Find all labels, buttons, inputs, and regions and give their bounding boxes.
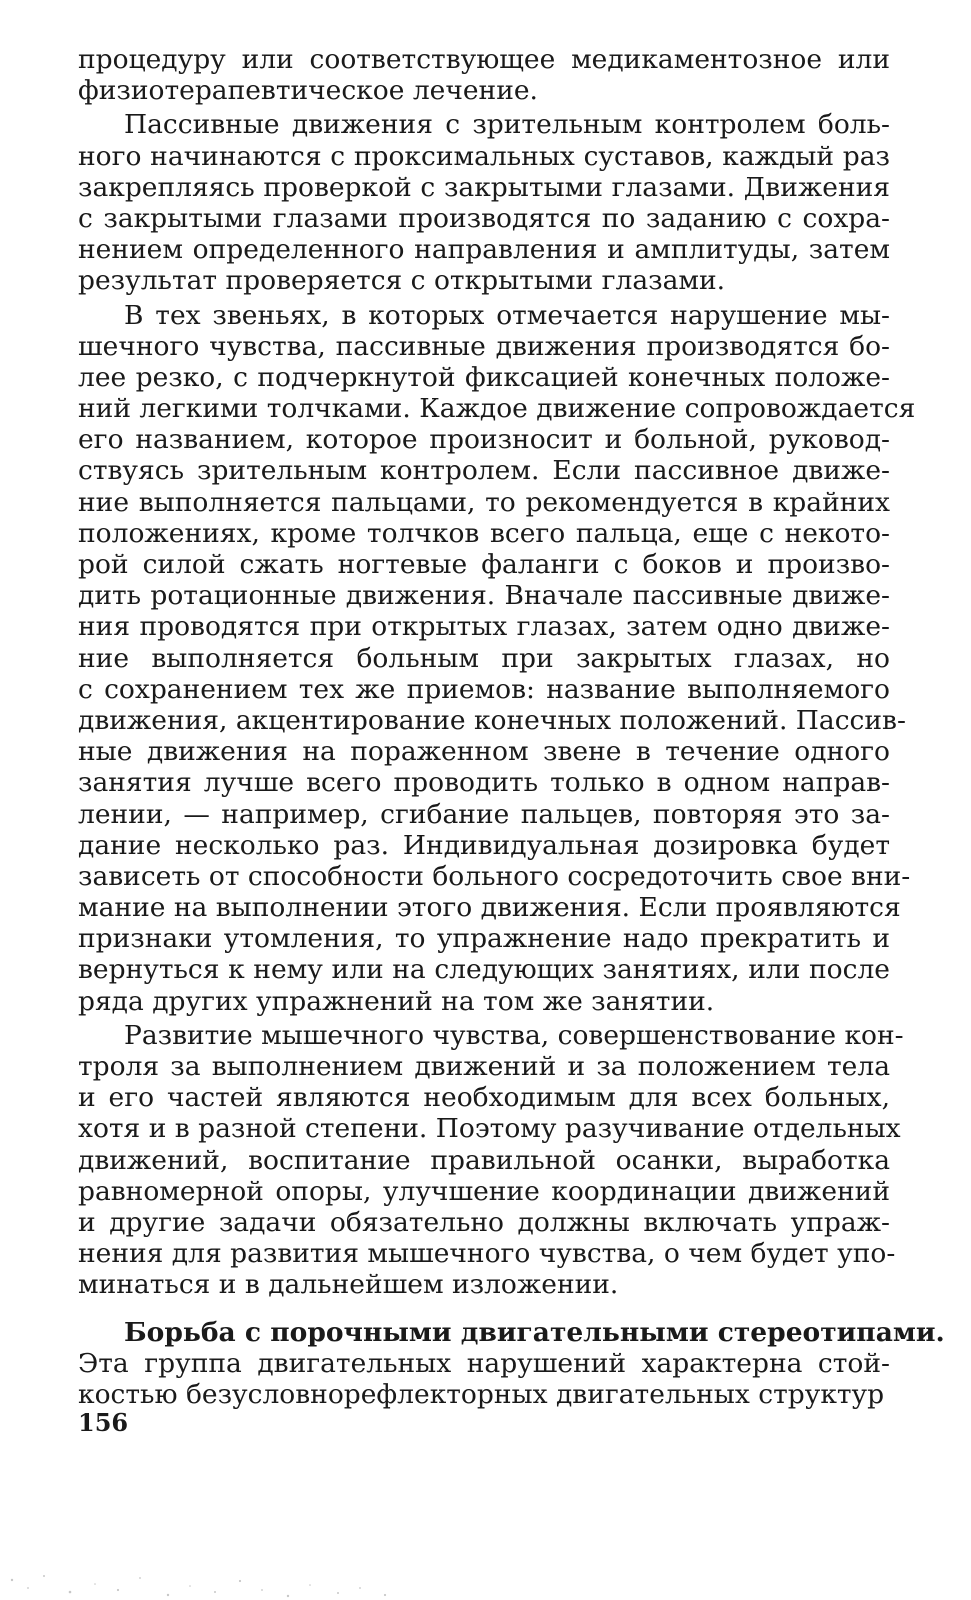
text-line: Пассивные движения с зрительным контролем боль- bbox=[124, 109, 890, 141]
text-line: дить ротационные движения. Вначале пассивные движе- bbox=[78, 580, 890, 612]
text-line: хотя и в разной степени. Поэтому разучивание отдельных bbox=[78, 1113, 901, 1145]
text-line: и другие задачи обязательно должны включать упраж- bbox=[78, 1206, 890, 1238]
scan-noise bbox=[0, 1540, 420, 1600]
text-line: лее резко, с подчеркнутой фиксацией конечных положе- bbox=[78, 361, 890, 393]
text-line: движений, воспитание правильной осанки, выработка bbox=[78, 1144, 890, 1176]
text-line: дание несколько раз. Индивидуальная дозировка будет bbox=[78, 829, 890, 861]
text-line: вернуться к нему или на следующих занятиях, или после bbox=[78, 954, 890, 986]
text-line: минаться и в дальнейшем изложении. bbox=[78, 1269, 619, 1301]
text-line: процедуру или соответствующее медикаментозное или bbox=[78, 44, 890, 75]
text-line: результат проверяется с открытыми глазами. bbox=[78, 265, 726, 297]
text-line: закрепляясь проверкой с закрытыми глазами. Движения bbox=[78, 171, 890, 203]
paragraph bbox=[78, 1019, 904, 1301]
text-line: с сохранением тех же приемов: название выполняемого bbox=[78, 673, 890, 705]
text-line: ние выполняется пальцами, то рекомендуется в крайних bbox=[78, 486, 890, 518]
text-line: признаки утомления, то упражнение надо прекратить и bbox=[78, 923, 890, 955]
paragraph bbox=[78, 299, 916, 1017]
text-line: занятия лучше всего проводить только в одном направ- bbox=[78, 767, 890, 799]
text-line: мание на выполнении этого движения. Если проявляются bbox=[78, 892, 901, 924]
text-line: ние выполняется больным при закрытых глазах, но bbox=[78, 642, 890, 674]
text-line: троля за выполнением движений и за положением тела bbox=[78, 1051, 890, 1082]
text-line: В тех звеньях, в которых отмечается нарушение мы- bbox=[124, 299, 890, 331]
text-line: Эта группа двигательных нарушений характерна стой- bbox=[78, 1347, 890, 1379]
text-line: зависеть от способности больного сосредоточить свое вни- bbox=[78, 860, 911, 892]
paragraph bbox=[78, 44, 890, 106]
text-line: ряда других упражнений на том же занятии. bbox=[78, 985, 715, 1017]
text-line: его названием, которое произносит и больной, руковод- bbox=[78, 424, 890, 456]
body-text bbox=[78, 44, 945, 1410]
text-line: Развитие мышечного чувства, совершенствование кон- bbox=[124, 1019, 904, 1051]
text-line: костью безусловнорефлекторных двигательных структур bbox=[78, 1378, 885, 1410]
text-line: движения, акцентирование конечных положений. Пассив- bbox=[78, 704, 906, 736]
text-line: рой силой сжать ногтевые фаланги с боков и произво- bbox=[78, 549, 890, 580]
page-number: 156 bbox=[78, 1408, 129, 1437]
text-line: лении, — например, сгибание пальцев, повторяя это за- bbox=[78, 798, 890, 830]
text-line: ные движения на пораженном звене в течение одного bbox=[78, 736, 890, 768]
text-line: ния проводятся при открытых глазах, затем одно движе- bbox=[78, 611, 890, 643]
text-line: с закрытыми глазами производятся по заданию с сохра- bbox=[78, 202, 890, 234]
text-line: шечного чувства, пассивные движения производятся бо- bbox=[78, 330, 890, 362]
paragraph bbox=[78, 109, 890, 296]
text-line: физиотерапевтическое лечение. bbox=[78, 75, 538, 107]
text-line: равномерной опоры, улучшение координации движений bbox=[78, 1175, 890, 1207]
paragraph-gap bbox=[78, 1301, 890, 1317]
text-line: нением определенного направления и амплитуды, затем bbox=[78, 234, 890, 266]
text-line: ного начинаются с проксимальных суставов, каждый раз bbox=[78, 140, 890, 172]
paragraph bbox=[78, 1316, 945, 1411]
text-line: нения для развития мышечного чувства, о чем будет упо- bbox=[78, 1238, 896, 1270]
text-line: положениях, кроме толчков всего пальца, еще с некото- bbox=[78, 517, 890, 549]
text-line: ствуясь зрительным контролем. Если пассивное движе- bbox=[78, 455, 890, 487]
text-line: и его частей являются необходимым для всех больных, bbox=[78, 1082, 890, 1114]
paragraph-heading: Борьба с порочными двигательными стереотипами. bbox=[124, 1316, 945, 1348]
text-line: ний легкими толчками. Каждое движение сопровождается bbox=[78, 393, 916, 425]
